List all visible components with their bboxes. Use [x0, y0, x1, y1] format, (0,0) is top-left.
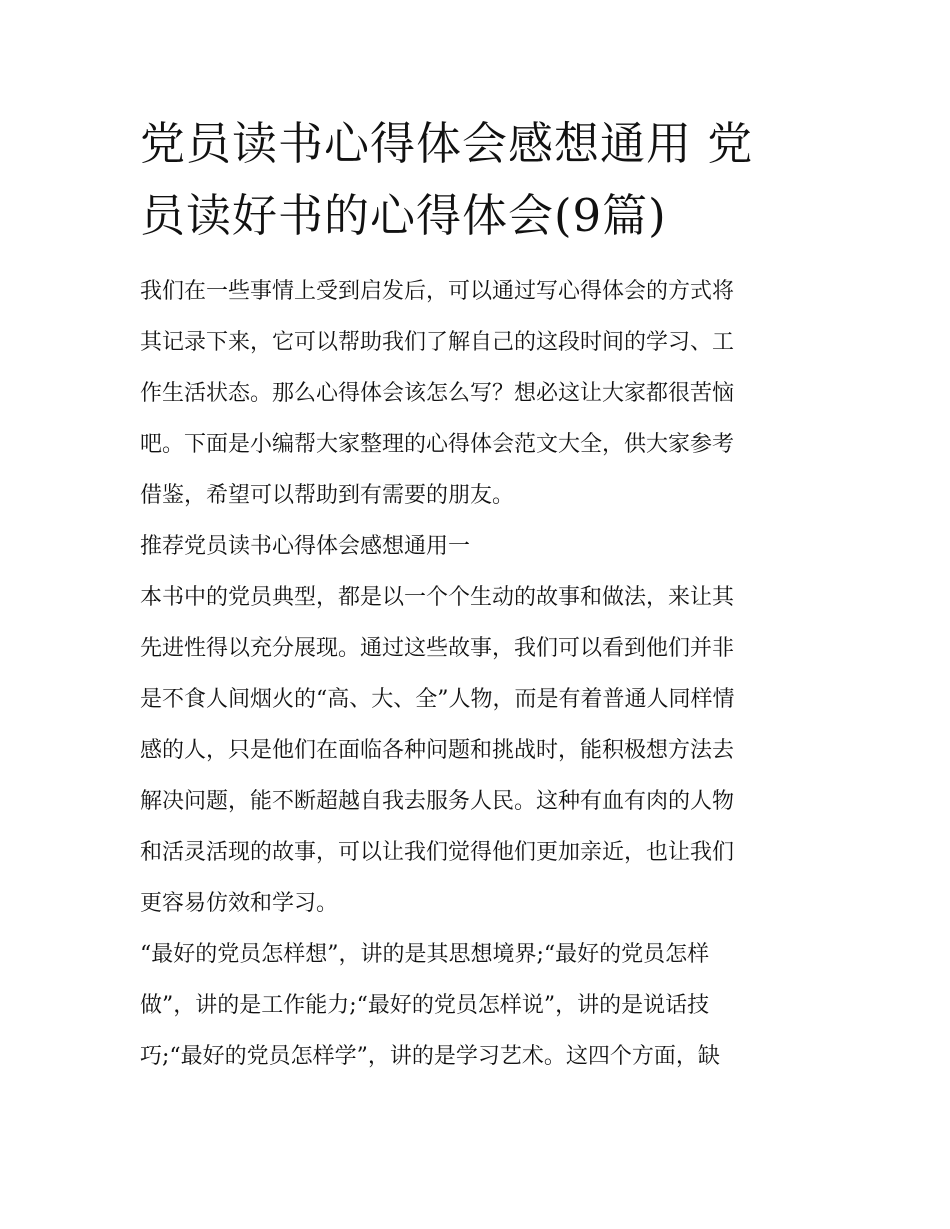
title-line-1: 党员读书心得体会感想通用 党 [140, 117, 754, 170]
paragraph1-line-1: 本书中的党员典型，都是以一个个生动的故事和做法，来让其 [140, 585, 735, 610]
section-heading: 推荐党员读书心得体会感想通用一 [140, 534, 471, 559]
body-paragraph-2 [140, 929, 816, 1082]
paragraph1-line-7: 更容易仿效和学习。 [140, 891, 339, 916]
title-line-2: 员读好书的心得体会(9篇) [140, 189, 667, 242]
document-content [140, 108, 816, 1082]
intro-line-5: 借鉴，希望可以帮助到有需要的朋友。 [140, 483, 515, 508]
document-body [140, 266, 816, 1082]
intro-line-3: 作生活状态。那么心得体会该怎么写？想必这让大家都很苦恼 [140, 381, 735, 406]
paragraph2-line-3: 巧;“最好的党员怎样学”，讲的是学习艺术。这四个方面，缺 [140, 1044, 720, 1069]
paragraph1-line-3: 是不食人间烟火的“高、大、全”人物，而是有着普通人同样情 [140, 687, 735, 712]
paragraph2-line-1: “最好的党员怎样想”，讲的是其思想境界;“最好的党员怎样 [140, 942, 710, 967]
paragraph1-line-2: 先进性得以充分展现。通过这些故事，我们可以看到他们并非 [140, 636, 735, 661]
document-title [140, 108, 816, 252]
body-paragraph-1 [140, 572, 816, 929]
paragraph1-line-5: 解决问题，能不断超越自我去服务人民。这种有血有肉的人物 [140, 789, 735, 814]
paragraph2-line-2: 做”，讲的是工作能力;“最好的党员怎样说”，讲的是说话技 [140, 993, 710, 1018]
intro-line-1: 我们在一些事情上受到启发后，可以通过写心得体会的方式将 [140, 279, 735, 304]
intro-paragraph [140, 266, 816, 521]
paragraph1-line-4: 感的人，只是他们在面临各种问题和挑战时，能积极想方法去 [140, 738, 735, 763]
paragraph1-line-6: 和活灵活现的故事，可以让我们觉得他们更加亲近，也让我们 [140, 840, 735, 865]
intro-line-2: 其记录下来，它可以帮助我们了解自己的这段时间的学习、工 [140, 330, 735, 355]
intro-line-4: 吧。下面是小编帮大家整理的心得体会范文大全，供大家参考 [140, 432, 735, 457]
